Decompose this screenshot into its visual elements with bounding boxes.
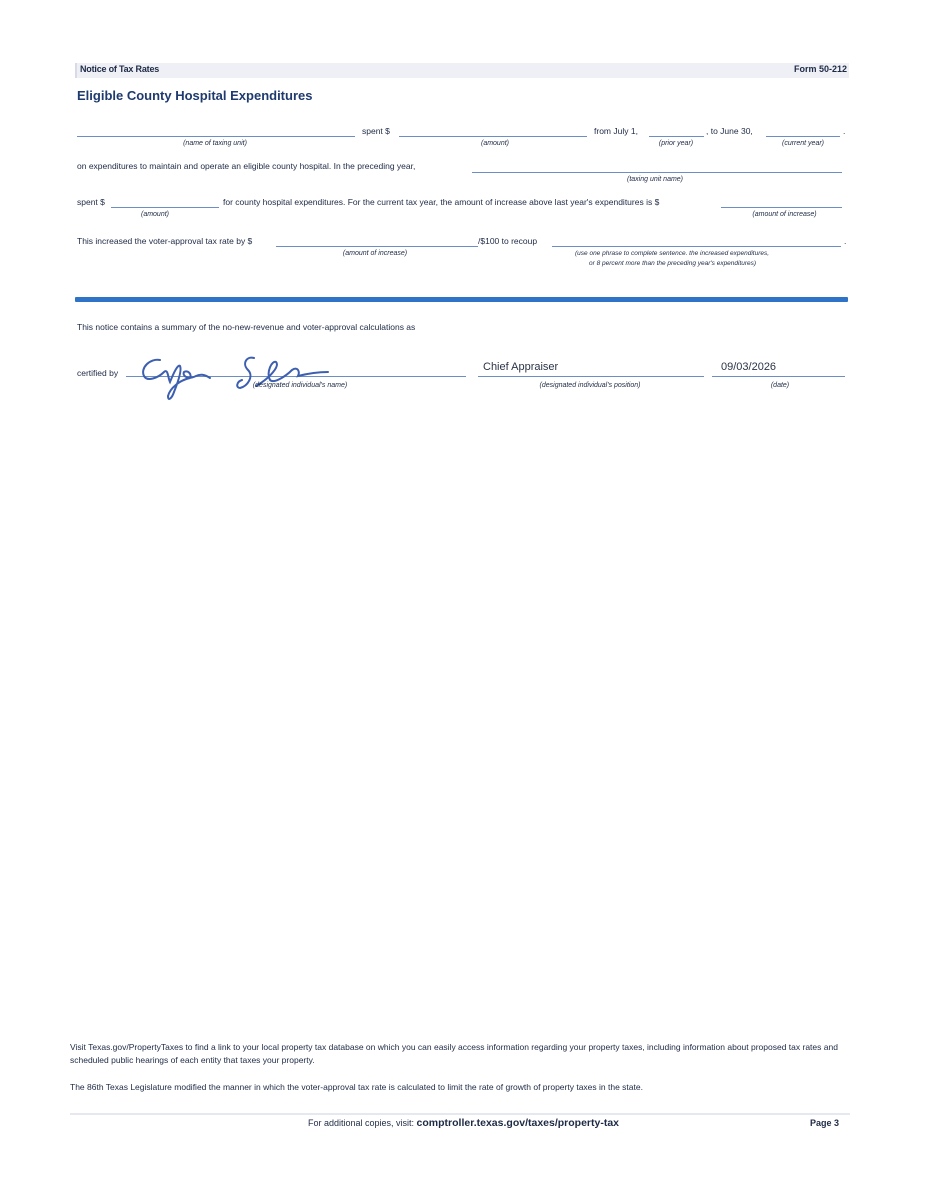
header-band [75, 63, 849, 78]
row2-text: on expenditures to maintain and operate an eligible county hospital. In the preceding year, [77, 161, 416, 171]
row3-text: for county hospital expenditures. For the current tax year, the amount of increase above last year's expenditures is $ [223, 197, 660, 207]
to-june-label: , to June 30, [706, 126, 753, 136]
caption-designated-position: (designated individual's position) [539, 382, 641, 389]
caption-prior-year: (prior year) [658, 140, 694, 147]
date-value: 09/03/2026 [721, 361, 777, 373]
form-header-title: Notice of Tax Rates [80, 64, 160, 74]
form-number: Form 50-212 [793, 64, 847, 74]
per-100-label: /$100 to recoup [478, 236, 538, 246]
taxing-unit-name-field-2[interactable] [472, 172, 842, 173]
comptroller-link[interactable]: comptroller.texas.gov/taxes/property-tax [416, 1117, 620, 1129]
caption-taxing-unit-name: (taxing unit name) [626, 176, 684, 183]
section-divider-bar [75, 297, 848, 302]
caption-name-of-taxing-unit: (name of taxing unit) [183, 140, 247, 147]
rate-increase-field[interactable] [276, 246, 478, 247]
summary-text: This notice contains a summary of the no-new-revenue and voter-approval calculations as [77, 322, 416, 332]
current-year-field[interactable] [766, 136, 840, 137]
increase-amount-field[interactable] [721, 207, 842, 208]
prior-year-field[interactable] [649, 136, 704, 137]
recoup-phrase-field[interactable] [552, 246, 841, 247]
caption-designated-name: (designated individual's name) [252, 382, 348, 389]
taxing-unit-name-field[interactable] [77, 136, 355, 137]
footer-copies-prefix: For additional copies, visit: [307, 1118, 415, 1128]
caption-amount-of-increase-2: (amount of increase) [342, 250, 408, 257]
spent-label: spent $ [362, 126, 390, 136]
amount-field[interactable] [399, 136, 587, 137]
certified-by-label: certified by [77, 368, 119, 378]
footer-copies [0, 1117, 927, 1129]
row1-period: . [843, 126, 846, 136]
preceding-amount-field[interactable] [111, 207, 219, 208]
row4-text: This increased the voter-approval tax rate by $ [77, 236, 253, 246]
caption-amount-2: (amount) [140, 211, 169, 218]
page-number: Page 3 [809, 1118, 839, 1128]
caption-current-year: (current year) [781, 140, 824, 147]
caption-date: (date) [770, 382, 790, 389]
caption-phrase-line1: (use one phrase to complete sentence. the increased expenditures, [575, 250, 770, 257]
footer-paragraph-1: Visit Texas.gov/PropertyTaxes to find a link to your local property tax database on which you can easily access information regarding your property taxes, including information about proposed tax rates and scheduled public hearings of each entity that taxes your property. [70, 1042, 838, 1065]
footer-divider [70, 1113, 850, 1115]
caption-amount-of-increase: (amount of increase) [752, 211, 817, 218]
date-field[interactable] [712, 376, 845, 377]
section-title: Eligible County Hospital Expenditures [77, 88, 313, 103]
designated-position-field[interactable] [478, 376, 704, 377]
footer-paragraph-2: The 86th Texas Legislature modified the manner in which the voter-approval tax rate is calculated to limit the rate of growth of property taxes in the state. [70, 1082, 643, 1092]
designated-position-value: Chief Appraiser [483, 361, 559, 373]
from-july-label: from July 1, [594, 126, 638, 136]
row3-spent-label: spent $ [77, 197, 105, 207]
row4-period: . [844, 236, 847, 246]
signature-image [130, 346, 330, 404]
caption-phrase-line2: or 8 percent more than the preceding year's expenditures) [589, 260, 757, 267]
caption-amount: (amount) [480, 140, 509, 147]
